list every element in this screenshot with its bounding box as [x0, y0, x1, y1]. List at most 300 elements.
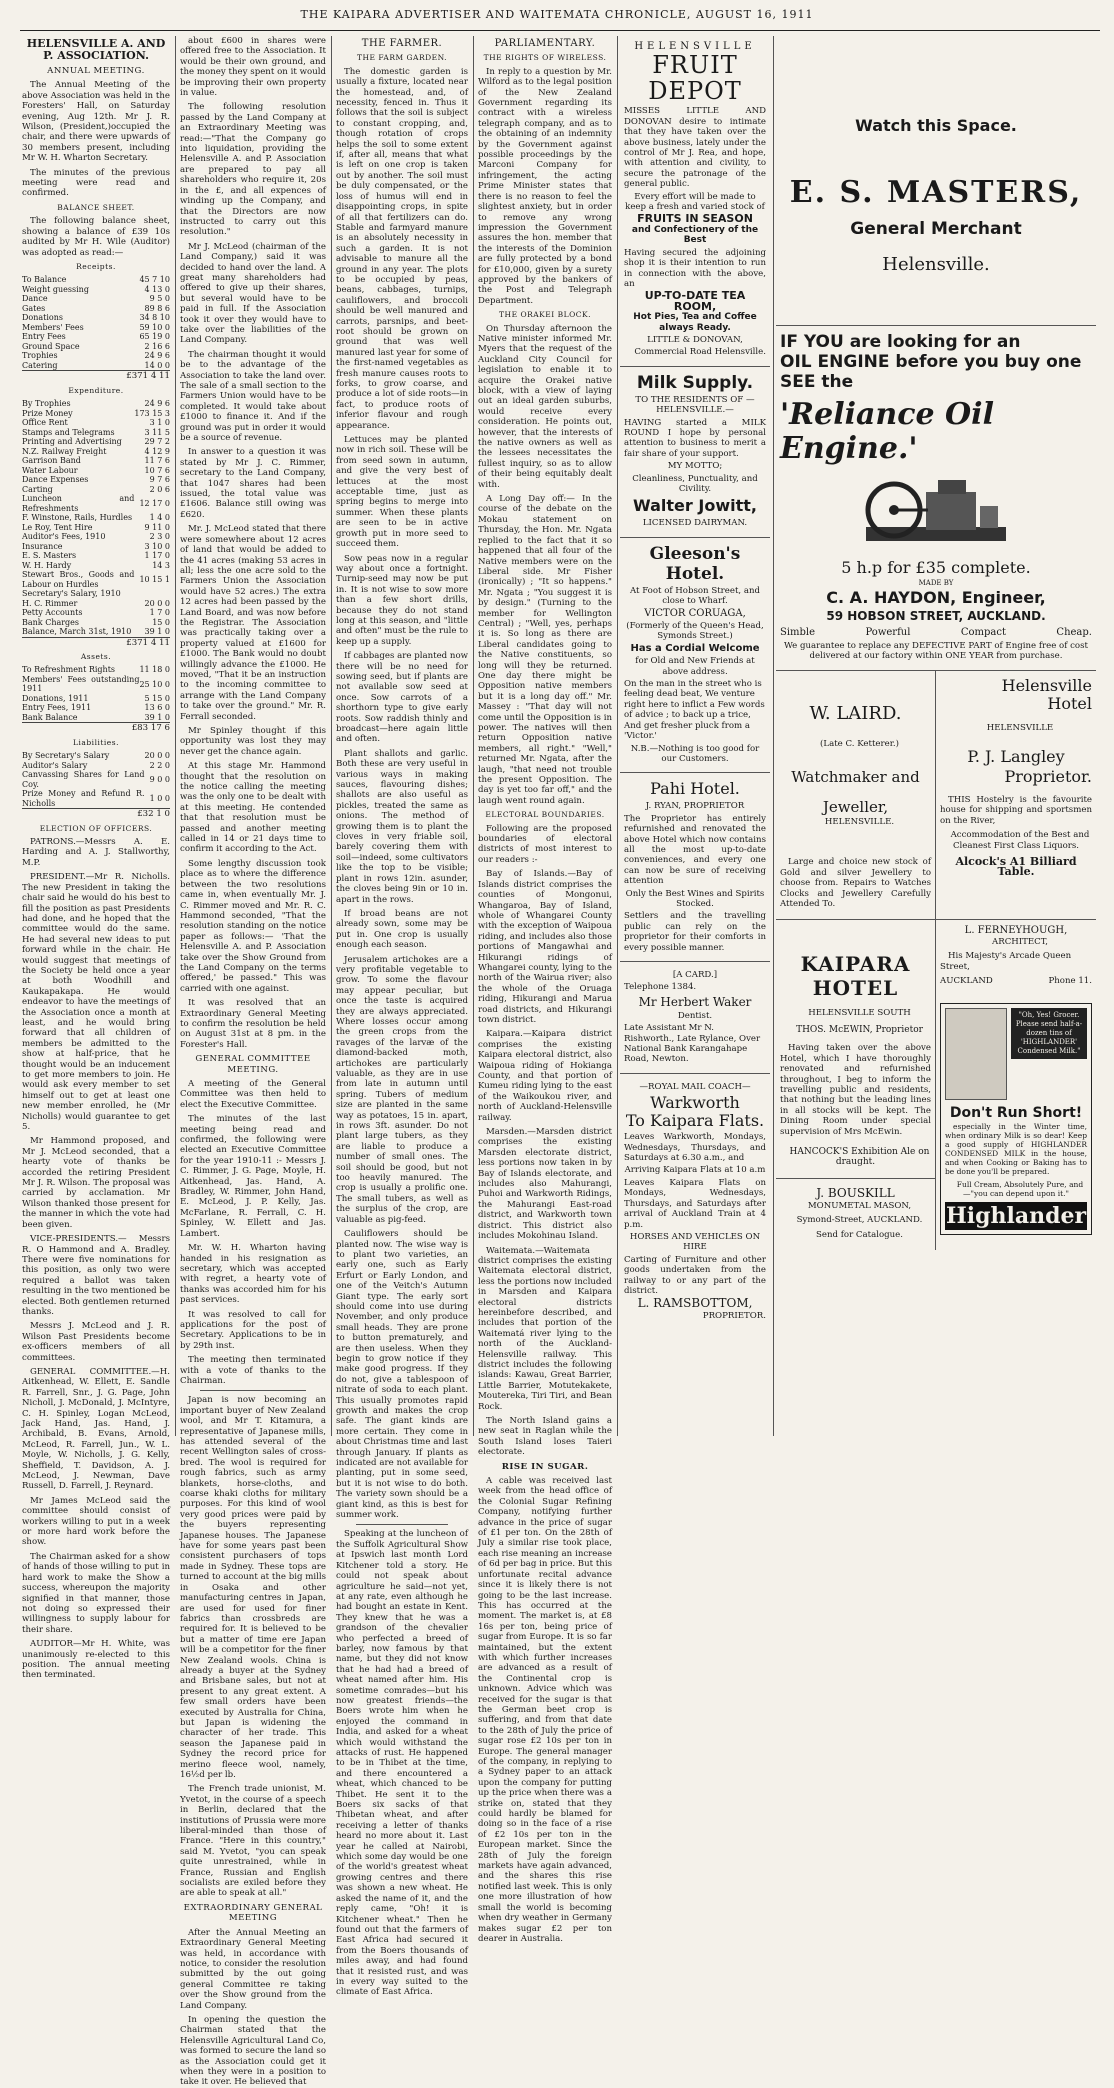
row-label: Dance Expenses [22, 475, 89, 485]
paragraph: If cabbages are planted now there will be no need for sowing seed, but if plants are not available sow seed at once. Sow carrots of a shorthorn type to give early roots. Sow raddish thinly and broadcast—here again little and often. [336, 651, 468, 745]
table-row [22, 361, 170, 371]
paragraph: Sow peas now in a regular way about once a fortnight. Turnip-seed may now be put in. It is not wise to sow more than a few short drills, because they do not stand long at this season, and "little and often" must be the rule to keep up a supply. [336, 553, 468, 647]
ad-text: Having secured the adjoining shop it is their intention to run in connection with the above, an [624, 247, 766, 289]
paragraph: In reply to a question by Mr. Wilford as to the legal position of the New Zealand Government regarding its contract with a wireless telegraph company, and as to the obtaining of an indemnity by the Government against possible proceedings by the Marconi Company for infringement, the acting Prime Minister states that there is no reason to feel the slightest anxiety, but in order to remove any wrong impression the Government assures the hon. member that the interests of the Dominion are fully protected by a bond for £10,000, given by a surety approved by the bankers of the Post and Telegraph Department. [478, 66, 612, 306]
ad-reliance-engine [776, 326, 1096, 671]
column-rule [617, 36, 618, 1436]
row-amount: 1 17 0 [144, 551, 170, 561]
ad-heading: FRUITS IN SEASON [637, 212, 753, 226]
ad-tag: Powerful [865, 627, 911, 639]
article-subtitle: THE RIGHTS OF WIRELESS. [483, 53, 607, 63]
article-title: THE FARMER. [361, 38, 443, 49]
ad-architect-highlander [936, 920, 1096, 1250]
ad-text: Leaves Kaipara Flats on Mondays, Wednesdays, Thursdays, and Saturdays after arrival of Auckland Train at 4 p.m. [624, 1177, 766, 1230]
table-row [22, 409, 170, 419]
liabilities-table [22, 751, 170, 808]
ad-place: HELENSVILLE [986, 722, 1054, 733]
ad-text: especially in the Winter time, when ordinary Milk is so dear! Keep a good supply of HIGHLANDER CONDENSED MILK in the house, and when Cooking or Baking has to be done you'll be prepared. [945, 1121, 1087, 1176]
ad-heading: UP-TO-DATE TEA ROOM, [644, 289, 746, 313]
row-amount: 13 6 0 [144, 703, 170, 713]
article-title: HELENSVILLE A. AND P. ASSOCIATION. [26, 37, 166, 62]
row-amount: 14 0 0 [144, 360, 170, 370]
row-label: Donations [22, 313, 63, 323]
ad-name: W. LAIRD. [809, 702, 902, 724]
row-label: To Balance [22, 275, 67, 285]
ad-name: L. RAMSBOTTOM, [637, 1296, 753, 1311]
ad-title: Warkworth [650, 1093, 740, 1113]
ad-tag: Cheap. [1056, 627, 1092, 639]
row-amount: 34 8 10 [139, 313, 170, 323]
row-amount: 45 7 10 [139, 275, 170, 285]
paragraph: At this stage Mr. Hammond thought that the resolution on the notice calling the meeting was the only one to be dealt with at this meeting. He contended that that resolution must be passed and another meeting called in 14 or 21 days time to confirm it according to the Act. [180, 761, 326, 855]
paragraph: The chairman thought it would be to the advantage of the Association to take the land over. The sale of a small section to the Farmers Union would have to be completed. It would take about £1000 to finance it. And if the ground was put in order it would be a source of revenue. [180, 349, 326, 444]
table-row [22, 770, 170, 789]
ad-role: Jeweller, [822, 798, 889, 817]
row-amount: 2 3 0 [149, 532, 170, 542]
table-row [22, 561, 170, 571]
section-heading: BALANCE SHEET. [57, 202, 135, 212]
section-heading: ELECTORAL BOUNDARIES. [485, 810, 605, 820]
ad-title: 'Reliance Oil Engine.' [780, 397, 994, 466]
table-row [22, 751, 170, 761]
ad-heading: and Confectionery of the Best [631, 224, 759, 246]
ad-role: General Merchant [850, 219, 1022, 239]
table-row [22, 789, 170, 808]
receipts-table [22, 275, 170, 370]
assets-total: £83 17 6 [22, 722, 170, 733]
row-label: To Refreshment Rights [22, 665, 116, 675]
ad-address: His Majesty's Arcade Queen Street, [940, 951, 1072, 972]
ad-kaipara-hotel [776, 920, 936, 1250]
ad-role: Proprietor. [1004, 767, 1092, 787]
row-amount: 39 1 0 [144, 712, 170, 722]
row-amount: 1 4 0 [149, 513, 170, 523]
ad-text: (Late C. Ketterer.) [820, 738, 899, 749]
ad-text: HAVING started a MILK ROUND I hope by personal attention to business to merit a fair share of your support. [624, 417, 766, 459]
table-row [22, 294, 170, 304]
ad-name: P. J. Langley [967, 747, 1065, 767]
row-amount: 4 12 9 [144, 446, 170, 456]
ad-place: HELENSVILLE SOUTH [808, 1008, 911, 1019]
ad-text: We guarantee to replace any DEFECTIVE PART of Engine free of cost delivered at our factory within ONE YEAR from purchase. [784, 640, 1088, 662]
ad-milk-supply [620, 367, 770, 538]
row-amount: 9 5 0 [149, 294, 170, 304]
ad-text: Cleanliness, Punctuality, and Civility. [632, 473, 758, 494]
row-label: By Trophies [22, 399, 71, 409]
row-label: Printing and Advertising [22, 437, 122, 447]
row-amount: 3 1 0 [149, 418, 170, 428]
receipts-total: £371 4 11 [22, 370, 170, 381]
table-row [22, 542, 170, 552]
masthead-rule [20, 30, 1100, 31]
assets-table [22, 665, 170, 722]
ad-text: Every effort will be made to keep a fresh and varied stock of [625, 191, 765, 213]
row-amount: 9 0 0 [149, 775, 170, 784]
table-row [22, 399, 170, 409]
paragraph: In opening the question the Chairman stated that the Helensville Agricultural Land Co, was formed to secure the land so as the Association could get it when they were in a position to take it over. He believed that [180, 2014, 326, 2088]
ad-pahi-hotel [620, 773, 770, 962]
ad-text: Leaves Warkworth, Mondays, Wednesdays, Thursdays, and Saturdays at 6.30 a.m., and [624, 1132, 766, 1164]
paragraph: Mr. W. H. Wharton having handed in his resignation as secretary, which was accepted with regret, a hearty vote of thanks was accorded him for his past services. [180, 1243, 326, 1306]
ad-phone: Phone 11. [1048, 976, 1092, 987]
ad-city: AUCKLAND [940, 976, 993, 987]
ad-tag: Simble [780, 627, 816, 639]
ad-text: N.B.—Nothing is too good for our Customers. [630, 743, 760, 764]
article-subtitle: THE FARM GARDEN. [356, 53, 448, 63]
ad-helensville-hotel [936, 671, 1096, 920]
paragraph: In answer to a question it was stated by Mr J. C. Rimmer, secretary to the Land Company, that 1047 shares had been issued, the total value was £1606. Balance still owing was £620. [180, 447, 326, 520]
row-label: Donations, 1911 [22, 693, 89, 703]
section-heading: GENERAL COMMITTEE MEETING. [195, 1054, 311, 1075]
table-row [22, 475, 170, 485]
ad-heading: SEE the [780, 372, 854, 392]
row-label: Weight guessing [22, 284, 89, 294]
paragraph: VICE-PRESIDENTS.— Messrs R. O Hammond and A. Bradley. There were five nominations for this position, as only two were required a ballot was taken resulting in the two mentioned be elected. Both gentlemen returned thanks. [22, 1234, 170, 1317]
ad-title: FRUIT DEPOT [648, 51, 742, 106]
row-label: Gates [22, 303, 46, 313]
ad-text: for Old and New Friends at above address. [635, 656, 755, 677]
masthead: THE KAIPARA ADVERTISER AND WAITEMATA CHRONICLE, AUGUST 16, 1911 [300, 8, 814, 21]
ad-title: Milk Supply. [636, 372, 754, 393]
ad-title: Pahi Hotel. [650, 779, 740, 799]
row-label: Auditor's Fees, 1910 [22, 532, 106, 542]
section-heading: THE ORAKEI BLOCK. [499, 310, 591, 320]
ad-text: Only the Best Wines and Spirits Stocked. [625, 888, 765, 909]
ad-title: To Kaipara Flats. [625, 1111, 765, 1131]
row-amount: 39 1 0 [144, 627, 170, 637]
ad-name: J. BOUSKILL [816, 1185, 895, 1200]
row-label: Entry Fees [22, 332, 66, 342]
ad-subtitle: TO THE RESIDENTS OF —HELENSVILLE.— [635, 394, 755, 416]
ad-mail-coach [620, 1074, 770, 1329]
ad-name: VICTOR CORUAGA, [644, 607, 746, 619]
ad-name: L. FERNEYHOUGH, [964, 925, 1068, 937]
paragraph: Cauliflowers should be planted now. The wise way is to plant two varieties, an early one, such as Early Erfurt or Early London, and one of the Veitch's Autumn Giant type. The early sort should come into use during November, and only produce small heads. They are prone to button prematurely, and are then useless. When they begin to grow notice if they make good progress. If they do not, give a tablespoon of nitrate of soda to each plant. This usually promotes rapid growth and makes the crop safe. The giant kinds are more certain. They come in about Christmas time and last through January. If plants as indicated are not available for planting, put in some seed, but it is not wise to do both. The variety sown should be a giant kind, as this is best for summer work. [336, 1229, 468, 1521]
column-ads-left [620, 36, 770, 1441]
table-row [22, 665, 170, 675]
row-label: Catering [22, 360, 58, 370]
column-ads-right [776, 36, 1096, 1441]
paragraph: Jerusalem artichokes are a very profitable vegetable to grow. To some the flavour may appear peculiar, but once the taste is acquired they are always appreciated. Where losses occur among the green crops from the ravages of the larvæ of the diamond-backed moth, artichokes are particularly valuable, as they are in use from late in autumn until spring. Tubers of medium size are planted in the same way as potatoes, 15 in. apart, in rows 3ft. asunder. Do not plant large tubers, as they are liable to produce a number of small ones. The soil should be good, but not too heavily manured. The crop is usually a prolific one. The small tubers, as well as the surplus of the crop, are valuable as pig-feed. [336, 954, 468, 1225]
section-heading: Assets. [80, 652, 112, 662]
row-label: Office Rent [22, 418, 68, 428]
table-row [22, 485, 170, 495]
row-label: W. H. Hardy [22, 560, 72, 570]
column-rule [175, 36, 176, 1436]
ad-dentist [620, 962, 770, 1074]
paragraph: On Thursday afternoon the Native minister informed Mr. Myers that the request of the Auckland City Council for legislation to enable it to acquire the Orakei native block, with a view of laying out an ideal garden suburbs, would receive every consideration. He points out, however, that the interests of the native owners as well as the lessees necessitates the fullest inquiry, so as to allow of their being equitably dealt with. [478, 323, 612, 490]
article-title: PARLIAMENTARY. [494, 38, 596, 49]
ad-signature: LITTLE & DONOVAN, [647, 334, 743, 345]
expenditure-total: £371 4 11 [22, 637, 170, 648]
ad-text: MY MOTTO; [667, 461, 723, 472]
paragraph: Mr James McLeod said the committee should consist of workers willing to put in a week or more hard work before the show. [22, 1495, 170, 1548]
divider [200, 1390, 306, 1391]
row-amount: 11 18 0 [139, 665, 170, 675]
table-row [22, 285, 170, 295]
paragraph: AUDITOR—Mr H. White, was unanimously re-elected to this position. The annual meeting then terminated. [22, 1639, 170, 1681]
row-label: Canvassing Shares for Land Coy. [22, 770, 145, 789]
ad-illustration [945, 1008, 1087, 1100]
row-amount: 12 17 0 [139, 498, 170, 508]
ad-text: The Proprietor has entirely refurnished and renovated the above Hotel which now contains all the most up-to-date conveniences, and every one can now be sure of receiving attention [624, 813, 766, 887]
ad-text: Full Cream, Absolutely Pure, and—"you can depend upon it." [956, 1179, 1084, 1198]
paragraph: The minutes of the last meeting being read and confirmed, the following were elected an Executive Committee for the year 1910-11 :- Messrs J. C. Rimmer, J. G. Page, Moyle, H. Aitkenhead, Jas. Hand, A. Bradley, W. Rimmer, John Hand, E. McLeod, J. P. Kelly, Jas. McFarlane, R. Ferrall, C. H. Spinley, W. Ellett and Jas. Lambert. [180, 1114, 326, 1239]
row-amount: 3 10 0 [144, 541, 170, 551]
row-label: Members' Fees outstanding 1911 [22, 674, 140, 694]
ad-role: LICENSED DAIRYMAN. [642, 518, 748, 529]
table-row [22, 618, 170, 628]
row-amount: 25 10 0 [139, 679, 170, 689]
row-amount: 2 16 6 [144, 341, 170, 351]
paragraph: Some lengthy discussion took place as to where the difference between the two resolutions came in, when eventually Mr. J. C. Rimmer moved and Mr. R. C. Hammond seconded, "That the resolution standing on the notice paper as follows:— 'That the Helensville A. and P. Association take over the Show Ground from the Land Company on the terms offered,' be passed." This was carried with one against. [180, 858, 326, 994]
ad-heading: Hot Pies, Tea and Coffee always Ready. [633, 312, 757, 333]
paragraph: A meeting of the General Committee was then held to elect the Executive Committee. [180, 1079, 326, 1110]
section-heading: Expenditure. [68, 385, 124, 395]
row-amount: 1 0 0 [149, 794, 170, 803]
ad-text: Accommodation of the Best and Cleanest First Class Liquors. [950, 830, 1090, 851]
ad-title: Hotel [1047, 693, 1092, 713]
row-label: Luncheon and Refreshments [22, 494, 135, 513]
row-label: Insurance [22, 541, 63, 551]
table-row [22, 494, 170, 513]
ad-text: MISSES LITTLE AND DONOVAN desire to intimate that they have taken over the above business, lately under the control of Mr J. Rea, and hope, with attention and civility, to secure the patronage of the general public. [624, 106, 766, 190]
ad-heading: Don't Run Short! [949, 1104, 1083, 1121]
column-association-cont [180, 36, 326, 2088]
ad-taglines [780, 628, 1092, 638]
row-amount: 14 3 [152, 560, 170, 570]
table-row [22, 703, 170, 713]
ad-fruit-depot [620, 36, 770, 367]
divider [776, 1178, 935, 1179]
ad-text: HANCOCK'S Exhibition Ale on draught. [789, 1146, 930, 1168]
row-amount: 4 13 0 [144, 284, 170, 294]
row-amount: 9 7 6 [149, 475, 170, 485]
table-row [22, 608, 170, 618]
ad-title: Gleeson's Hotel. [649, 543, 741, 584]
paragraph: GENERAL COMMITTEE.—H. Aitkenhead, W. Ellett, E. Sandle R. Farrell, Snr., J. G. Page, John Nicholl, J. McDonald, J. McIntyre, C. H. Spinley, Logan McLeod, Jack Hand, Jas. Hand, J. Archibald, B. Evans, Arnold, McLeod, R. Farrell, Jun., W. L. Moyle, W. Nicholls, J. G. Kelly, Sheffield, T. Davidson, A. J. McLeod, J. Newman, Dave Russell, D. Farrell, J. Reynard. [22, 1366, 170, 1492]
paragraph: The French trade unionist, M. Yvetot, in the course of a speech in Berlin, declared that the institutions of Prussia were more liberal-minded than those of France. "Here in this country," said M. Yvetot, "you can speak quite unrestrained, while in France, Russian and English socialists are exiled before they are able to speak at all." [180, 1784, 326, 1899]
paragraph: A Long Day off:— In the course of the debate on the Mokau statement on Thursday, the Hon. Mr. Ngata replied to the fact that it so happened that all four of the Native members were on the Liberal side. Mr Fisher (ironically) ; "It so happens." Mr. Ngata ; "You suggest it is by design." (Turning to the member for Wellington Central) ; "Well, yes, perhaps it is. So long as there are Liberal candidates going to the Native constituents, so long will they be returned. One day there might be Opposition native members but it is a long day off." Mr. Massey : "That day will not come until the Opposition is in power. The natives will then return Opposition native members, all right." "Well," returned Mr. Ngata, after the laugh, "that need not trouble the present Opposition. The day is yet too far off," and the laugh went round again. [478, 494, 612, 806]
ad-role: Dentist. [677, 1010, 713, 1021]
ad-text: (Formerly of the Queen's Head, Symonds Street.) [626, 621, 764, 642]
table-row [22, 437, 170, 447]
ad-price: 5 h.p for £35 complete. [841, 558, 1031, 577]
table-row [22, 428, 170, 438]
table-row [22, 513, 170, 523]
paragraph: PRESIDENT.—Mr R. Nicholls. The new President in taking the chair said he would do his best to fill the position as past Presidents had done, and he hoped that the committee would do the same. He had several new ideas to put forward while in the chair. He would suggest that meetings of the Society be held once a year at both Woodhill and Kaukapakapa. He would endeavor to have the meetings of the Association once a month at least, and he would bring forward that all children of members be admitted to the show at half-price, that he thought would be an inducement to get more members to join. He would ask every member to set himself out to get at least one new member enrolled, he (Mr Nicholls) would guarantee to get 5. [22, 872, 170, 1133]
divider [356, 1524, 448, 1525]
ad-label: [A CARD.] [672, 970, 718, 980]
paragraph: The meeting then terminated with a vote of thanks to the Chairman. [180, 1355, 326, 1386]
table-row [22, 351, 170, 361]
row-label: Auditor's Salary [22, 760, 88, 770]
row-amount: 9 11 0 [144, 522, 170, 532]
table-row [22, 599, 170, 609]
ad-address: 59 HOBSON STREET, AUCKLAND. [826, 609, 1046, 624]
ad-place: HELENSVILLE [634, 41, 756, 52]
row-amount: 5 15 0 [144, 693, 170, 703]
ad-place: HELENSVILLE. [824, 817, 895, 828]
table-row [22, 418, 170, 428]
row-label: Members' Fees [22, 322, 84, 332]
paragraph: The Annual Meeting of the above Association was held in the Foresters' Hall, on Saturday evening, Aug 12th. Mr J. R. Wilson, (President,)occupied the chair, and there were upwards of 30 members present, including Mr W. H. Wharton Secretary. [22, 80, 170, 164]
section-heading: Liabilities. [73, 737, 119, 747]
row-amount: 3 11 5 [144, 427, 170, 437]
paragraph: Bay of Islands.—Bay of Islands district comprises the counties of Mongonui, Whangaroa, Bay of Island, whole of Whangarei County with the exception of Waipoua riding, and includes also those portions of Mangawhai and Hikurangi ridings of Whangarei county, lying to the north of the Wairua river; also the whole of the Oruaga riding, Hikurangi and Marua road districts, and Hikurangi town district. [478, 869, 612, 1025]
row-label: Prize Money [22, 408, 73, 418]
row-amount: 15 0 [152, 617, 170, 627]
row-label: Dance [22, 294, 48, 304]
paragraph: Mr Spinley thought if this opportunity was lost they may never get the chance again. [180, 726, 326, 757]
table-row [22, 342, 170, 352]
column-parliamentary [478, 36, 612, 1944]
paragraph: The minutes of the previous meeting were read and confirmed. [22, 167, 170, 199]
ad-phone: Telephone 1384. [624, 982, 697, 993]
paragraph: Waitemata.—Waitemata district comprises the existing Waitemata electoral district, less the portions now included in Marsden and Kaipara electoral districts hereinbefore described, and includes that portion of the Waitematá river lying to the north of the Auckland-Helensville railway. This district includes the following islands: Kawau, Great Barrier, Little Barrier, Motutekakete, Moutereka, Tiri Tiri, and Bean Rock. [478, 1245, 612, 1412]
paragraph: Mr Hammond proposed, and Mr J. McLeod seconded, that a hearty vote of thanks be accorded the retiring President Mr J. R. Wilson. The proposal was carried by acclamation. Mr Wilson thanked those present for the manner in which the vote had been given. [22, 1136, 170, 1230]
row-label: Stewart Bros., Goods and Labour on Hurdles [22, 570, 135, 589]
ad-row [776, 920, 1096, 1250]
paragraph: A cable was received last week from the head office of the Colonial Sugar Refining Company, notifying further advance in the price of sugar of £1 per ton. On the 28th of July a similar rise took place, each rise meaning an increase of 6d per bag in price. But this unfortunate recital advance since it is likely there is not going to be the last increase. This has occurred at the moment. The market is, at £8 16s per ton, being price of sugar from Europe. It is so far maintained, but the extent with which further increases are advanced as a result of the Continental crop is unknown. Advice which was received for the sugar is that the German beet crop is suffering, and from that date to the 28th of July the price of sugar rose £2 10s per ton in Europe. The general manager of the company, in replying to a Sydney paper to an attack upon the company for putting up the price when there was a strike on, stated that they could hardly be blamed for doing so in the face of a rise of £2 10s per ton in the European market. Since the 28th of July the foreign markets have again advanced, and the shares this rise notified last week. This is only one more illustration of how small the world is becoming when dry weather in Germany makes sugar £2 per ton dearer in Australia. [478, 1476, 612, 1944]
ad-text: Settlers and the travelling public can rely on the proprietor for their comforts in every possible manner. [624, 911, 766, 953]
row-amount: 1 7 0 [149, 608, 170, 618]
table-row [22, 275, 170, 285]
paragraph: Mr. J. McLeod stated that there were somewhere about 12 acres of land that would be added to the 41 acres (making 53 acres in all; less the one acre sold to the Farmers Union the Association would have 52 acres.) The extra 12 acres had been passed by the Land Board, and was now before the Registrar. The Association was practically taking over a property valued at £1600 for £1000. The Bank would no doubt willingly advance the £1000. He moved, "That it be an instruction to the incoming committee to arrange with the Land Company to take over the ground." Mr. R. Ferrall seconded. [180, 524, 326, 722]
row-label: Carting [22, 484, 53, 494]
ad-row [776, 671, 1096, 921]
ad-text: Large and choice new stock of Gold and silver Jewellery to choose from. Repairs to Watches Clocks and Jewellery Carefully Attended To. [780, 857, 931, 910]
ad-heading: OIL ENGINE before you buy one [780, 352, 1082, 372]
row-amount: 89 8 6 [144, 303, 170, 313]
section-heading: RISE IN SUGAR. [501, 1461, 589, 1472]
ad-text: Having taken over the above Hotel, which I have thoroughly renovated and refurnished throughout, I beg to inform the travelling public and residents, that nothing but the leading lines in all stocks will be kept. The Dining Room under special supervision of Mrs McEwin. [780, 1043, 931, 1137]
paragraph: Following are the proposed boundaries of electoral districts of most interest to our readers :- [478, 823, 612, 865]
row-amount: 29 7 2 [144, 437, 170, 447]
ad-gleesons-hotel [620, 538, 770, 774]
table-row [22, 332, 170, 342]
row-amount: 24 9 6 [144, 399, 170, 409]
expenditure-table [22, 399, 170, 637]
row-label: Entry Fees, 1911 [22, 703, 92, 713]
row-label: Le Roy, Tent Hire [22, 522, 93, 532]
paragraph: Kaipara.—Kaipara district comprises the existing Kaipara electoral district, also Waipoua riding of Hokianga County, and that portion of Kumeu riding lying to the east of the Waikoukou river, and north of Auckland-Helensville railway. [478, 1029, 612, 1123]
paragraph: Mr J. McLeod (chairman of the Land Company,) said it was decided to hand over the land. A great many shareholders had offered to give up their shares, but several would have to be paid in full. If the Association took it over they would have to take over the liabilities of the Land Company. [180, 241, 326, 346]
row-amount: 11 7 6 [144, 456, 170, 466]
paragraph: The following balance sheet, showing a balance of £39 10s audited by Mr H. Wile (Auditor) was adopted as read:— [22, 216, 170, 258]
row-label: Water Labour [22, 465, 78, 475]
row-amount: 2 2 0 [149, 760, 170, 770]
row-amount: 24 9 6 [144, 351, 170, 361]
paragraph: The following resolution passed by the Land Company at an Extraordinary Meeting was read:—"That the Company go into liquidation, providing the Helensville A. and P. Association are prepared to pay all shareholders who require it, 20s in the £, and all expences of winding up the Company, and that the Directors are now instructed to carry out this resolution." [180, 102, 326, 238]
paragraph: Lettuces may be planted now in rich soil. These will be from seed sown in autumn, and give the very best of lettuces at the most acceptable time, just as spring begins to merge into summer. When these plants are seen to be in active growth put in more seed to succeed them. [336, 435, 468, 550]
paragraph: It was resolved to call for applications for the post of Secretary. Applications to be in by 29th inst. [180, 1309, 326, 1351]
ad-role: PROPRIETOR. [702, 1310, 766, 1321]
ad-place: Helensville. [882, 254, 990, 275]
ad-brand: Highlander [945, 1202, 1087, 1229]
row-amount [134, 589, 170, 599]
paragraph: Speaking at the luncheon of the Suffolk Agricultural Show at Ipswich last month Lord Kitchener told a story. He could not speak about agriculture he said—not yet, at any rate, even although he had bought an estate in Kent. They knew that he was a grandson of the chevalier who perfected a breed of barley, now famous by that name, but they did not know that he had had a breed of wheat named after him. His sometime comrades—but his now greatest friends—the Boers wrote him when he enjoyed the command in India, and asked for a wheat which would withstand the attacks of rust. He happened to be in Thibet at the time, and there encountered a wheat, which chanced to be Thibet. He sent it to the Boers six sacks of that Thibetan wheat, and after receiving a letter of thanks heard no more about it. Last year he called at Nairobi, which some day would be one of the world's greatest wheat growing centres and there was shown a new wheat. He asked the name of it, and the reply came, "Oh! it is Kitchener wheat." Then he found out that the farmers of East Africa had secured it from the Boers thousands of miles away, and had found that it resisted rust, and was in every way suited to the climate of East Africa. [336, 1529, 468, 1998]
row-label: Bank Balance [22, 712, 78, 722]
ad-address: Symond-Street, AUCKLAND. [796, 1215, 923, 1226]
ad-name: Mr Herbert Waker [638, 994, 752, 1009]
ad-heading: Alcock's A1 Billiard Table. [955, 855, 1077, 879]
ad-bubble: "Oh, Yes! Grocer. Please send half-a-dozen tins of 'HIGHLANDER' Condensed Milk." [1011, 1008, 1087, 1059]
ad-role: MONUMETAL MASON, [807, 1200, 912, 1211]
ad-title: Helensville [1001, 675, 1092, 695]
row-amount: 20 0 0 [144, 598, 170, 608]
row-label: N.Z. Railway Freight [22, 446, 107, 456]
column-rule [331, 36, 332, 1436]
row-label: Stamps and Telegrams [22, 427, 115, 437]
paragraph: PATRONS.—Messrs A. E. Harding and A. J. Stallworthy, M.P. [22, 837, 170, 868]
table-row [22, 675, 170, 694]
ad-text: Arriving Kaipara Flats at 10 a.m [624, 1165, 766, 1176]
ad-heading: Watch this Space. [855, 116, 1017, 135]
paragraph: Japan is now becoming an important buyer of New Zealand wool, and Mr T. Kitamura, a representative of Japanese mills, has attended several of the recent Wellington sales of cross-bred. The wool is required for rough fabrics, such as army blankets, horse-cloths, and coarse khaki cloths for military purposes. For this kind of wool very good prices were paid by the buyers representing Japanese houses. The Japanese have for some years past been consistent purchasers of tops made in Sydney. These tops are turned to account at the big mills in Osaka and other manufacturing centres in Japan, are used for used for finer fabrics than crossbreds are required for. It is believed to be but a matter of time ere Japan will be a competitor for the finer New Zealand wools. China is already a buyer at the Sydney and Brisbane sales, but not at present to any great extent. A few small orders have been executed by Australia for China, but Japan is widening the character of her trade. This season the Japanese paid in Sydney the record price for merino fleece wool, namely, 16½d per lb. [180, 1395, 326, 1780]
ad-heading: IF YOU are looking for an [780, 332, 1021, 352]
ad-masters [776, 36, 1096, 326]
row-amount: 173 15 3 [134, 408, 170, 418]
table-row [22, 761, 170, 771]
column-association [22, 36, 170, 1681]
ad-text: THIS Hostelry is the favourite house for shipping and sportsmen on the River, [940, 795, 1092, 826]
ad-address: Commercial Road Helensville. [634, 347, 766, 358]
paragraph: After the Annual Meeting an Extraordinary General Meeting was held, in accordance with notice, to consider the resolution submitted by the out going general Committee re taking over the Show ground from the Land Company. [180, 1927, 326, 2011]
paragraph: The domestic garden is usually a fixture, located near the homestead, and, of necessity, fenced in. Thus it follows that the soil is subject to constant cropping, and, though rotation of crops helps the soil to some extent if, after all, means that what is left on one crop is taken out by another. The soil must be duly compensated, or the loss of humus will end in disappointing crops, in spite of all that fertilizers can do. Stable and farmyard manure is an absolutely necessity in such a garden. It is not advisable to manure all the ground in any year. The plots to be occupied by peas, beans, cabbages, turnips, cauliflowers, and broccoli should be well manured and carrots, parsnips, and beet-root should be grown on ground that was well manured last year for some of the first-named vegetables as fresh manure causes roots to forks, to grow coarse, and produce a lot of side roots—in fact, to produce roots of inferior flavour and rough appearance. [336, 66, 468, 431]
table-row [22, 551, 170, 561]
ad-contact [940, 976, 1092, 986]
ad-verse: On the man in the street who is feeling dead beat, We venture right here to inflict a Few words of advice ; to back up a trice, And get fresher pluck from a 'Victor.' [624, 679, 765, 742]
ad-heading: Has a Cordial Welcome [630, 642, 760, 654]
row-label: By Secretary's Salary [22, 751, 110, 761]
liabilities-total: £32 1 0 [22, 808, 170, 819]
ad-name: E. S. MASTERS, [789, 175, 1083, 210]
table-row [22, 466, 170, 476]
row-label: Ground Space [22, 341, 80, 351]
row-amount: 2 0 6 [149, 484, 170, 494]
table-row [22, 447, 170, 457]
table-row [22, 532, 170, 542]
row-amount: 59 10 0 [139, 322, 170, 332]
ad-proprietor: J. RYAN, PROPRIETOR [645, 801, 745, 812]
ad-title: KAIPARA HOTEL [800, 952, 911, 1001]
table-row [22, 694, 170, 704]
ad-tag: Compact [960, 627, 1006, 639]
ad-text: Carting of Furniture and other goods undertaken from the railway to or any part of the district. [624, 1254, 766, 1296]
ad-text: Send for Catalogue. [816, 1229, 903, 1240]
table-row [22, 456, 170, 466]
table-row [22, 313, 170, 323]
column-farmer [336, 36, 468, 1998]
row-label: Balance, March 31st, 1910 [22, 627, 132, 637]
paragraph: The Chairman asked for a show of hands of those willing to put in hard work to make the Show a success, whereupon the majority signified in that manner, those not doing so expressed their willingness to supply labour for their share. [22, 1551, 170, 1635]
row-label: E. S. Masters [22, 551, 77, 561]
ad-name: Walter Jowitt, [633, 496, 757, 516]
ad-text: Late Assistant Mr N. Rishworth., Late Rylance, Over National Bank Karangahape Road, Newton. [624, 1023, 761, 1065]
row-label: Prize Money and Refund R. Nicholls [22, 789, 145, 808]
row-label: Bank Charges [22, 617, 80, 627]
table-row [22, 323, 170, 333]
ad-role: ARCHITECT, [992, 936, 1048, 947]
paragraph: If broad beans are not already sown, some may be put in. One crop is usually enough each season. [336, 908, 468, 951]
table-row [22, 570, 170, 589]
ad-highlander [940, 1003, 1092, 1235]
row-amount: 65 19 0 [139, 332, 170, 342]
section-heading: EXTRAORDINARY GENERAL MEETING [183, 1902, 323, 1924]
paragraph: Marsden.—Marsden district comprises the existing Marsden electorate district, less portions now taken in by Bay of Islands electorate, and includes also Mahurangi, Puhoi and Warkworth Ridings, the Mahurangi East-road district, and Warkworth town district. This district also includes Mokohinau Island. [478, 1127, 612, 1242]
column-rule [773, 36, 774, 1436]
